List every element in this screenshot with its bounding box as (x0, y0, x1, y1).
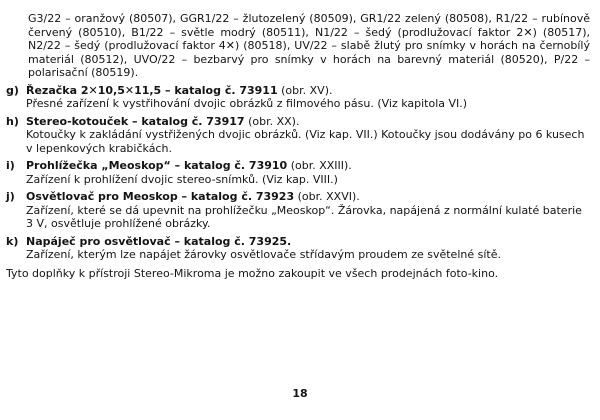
item-title: Řezačka 2✕10,5✕11,5 – katalog č. 73911 (26, 83, 278, 97)
item-letter: j) (6, 190, 15, 203)
list-item-i (6, 159, 590, 186)
item-heading (26, 235, 588, 249)
list-item-h (6, 115, 590, 156)
item-body (26, 115, 588, 156)
item-title: Osvětlovač pro Meoskop – katalog č. 73923 (26, 190, 295, 203)
item-heading (26, 159, 588, 173)
item-description: Přesné zařízení k vystřihování dvojic obrázků z filmového pásu. (Viz kapitola VI.) (26, 97, 468, 110)
figure-reference: (obr. XXIII). (290, 159, 352, 172)
closing-paragraph: Tyto doplňky k přístroji Stereo-Mikroma je možno zakoupit ve všech prodejnách foto-kino. (6, 266, 499, 280)
filters-paragraph: G3/22 – oranžový (80507), GGR1/22 – žlutozelený (80509), GR1/22 zelený (80508), R1/22 – rubínově červený (80510), B1/22 – světle modrý (80511), N1/22 – šedý (prodlužovací faktor 2✕) (80517), N2/22 – šedý (prodlužovací faktor 4✕) (80518), UV/22 – slabě žlutý pro snímky v horách na černobílý materiál (80512), UVO/22 – bezbarvý pro snímky v horách na barevný materiál (80520), P/22 – polarisační (80519). (28, 12, 590, 79)
figure-reference: (obr. XX). (248, 114, 300, 128)
list-item-k (6, 235, 590, 262)
item-description: Zařízení k prohlížení dvojic stereo-snímků. (Viz kap. VIII.) (26, 172, 338, 186)
item-heading (26, 115, 588, 129)
item-body (26, 159, 588, 186)
item-letter: g) (6, 83, 19, 97)
item-title: Stereo-kotouček – katalog č. 73917 (26, 114, 245, 128)
item-heading (26, 190, 588, 204)
list-item-g (6, 84, 590, 111)
item-heading (26, 84, 588, 98)
item-letter: k) (6, 234, 19, 248)
item-letter: i) (6, 159, 15, 172)
item-body (26, 190, 588, 231)
item-description: Zařízení, kterým lze napájet žárovky osvětlovače střídavým proudem ze světelné sítě. (26, 248, 501, 261)
figure-reference: (obr. XV). (281, 83, 333, 97)
page-number: 18 (292, 387, 308, 400)
item-title: Prohlížečka „Meoskop“ – katalog č. 73910 (26, 159, 288, 172)
item-description: Zařízení, které se dá upevnit na prohlížečku „Meoskop“. Žárovka, napájená z normální kulaté baterie 3 V, osvětluje prohlížené obrázky. (26, 203, 582, 230)
figure-reference: (obr. XXVI). (297, 190, 360, 203)
item-body (26, 235, 588, 262)
item-title: Napáječ pro osvětlovač – katalog č. 73925. (26, 234, 292, 248)
item-body (26, 84, 588, 111)
list-item-j (6, 190, 590, 231)
item-letter: h) (6, 114, 19, 128)
item-description: Kotoučky k zakládání vystřižených dvojic obrázků. (Viz kap. VII.) Kotoučky jsou dodávány po 6 kusech v lepenkových krabičkách. (26, 128, 585, 155)
